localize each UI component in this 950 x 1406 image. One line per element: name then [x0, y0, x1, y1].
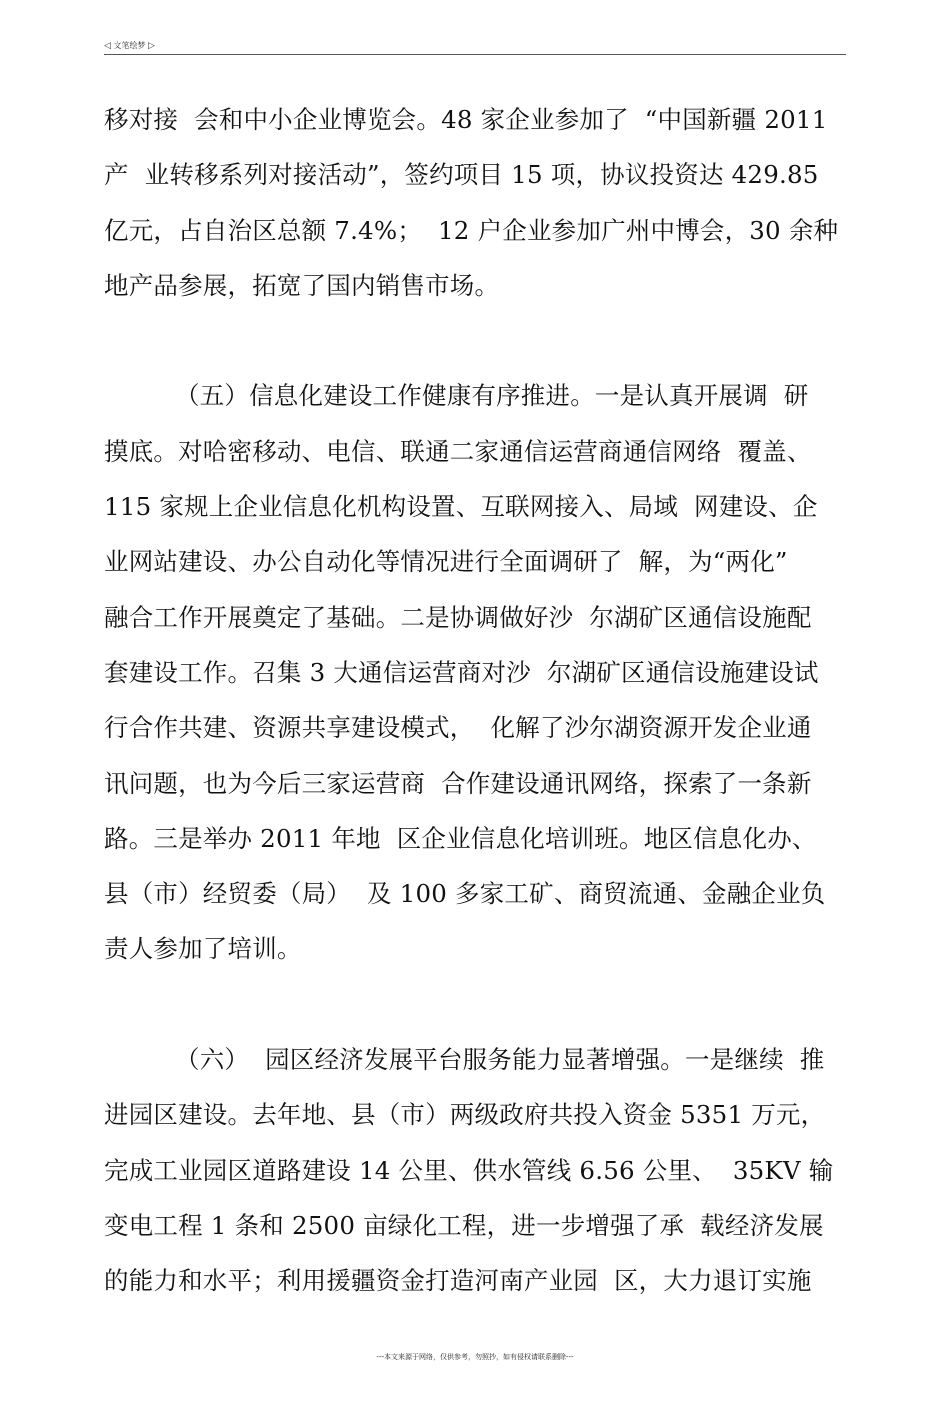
text-line: 产 业转移系列对接活动”，签约项目 15 项，协议投资达 429.85: [104, 160, 819, 190]
paragraph-informatization: [104, 368, 846, 976]
text-line-indented: （六） 园区经济发展平台服务能力显著增强。一是继续 推: [175, 1045, 825, 1075]
text-line: 亿元，占自治区总额 7.4%； 12 户企业参加广州中博会，30 余种: [104, 215, 839, 245]
page-footer: ---本文来源于网络，仅供参考，勿照抄，如有侵权请联系删除---: [376, 1353, 574, 1361]
text-line: 县（市）经贸委（局） 及 100 多家工矿、商贸流通、金融企业负: [104, 879, 826, 909]
text-line: 路。三是举办 2011 年地 区企业信息化培训班。地区信息化办、: [104, 823, 817, 853]
header-title: 文笔绘梦: [113, 41, 146, 50]
paragraph-gap: [104, 977, 846, 1032]
text-line: 行合作共建、资源共享建设模式， 化解了沙尔湖资源开发企业通: [104, 713, 812, 743]
text-line: 套建设工作。召集 3 大通信运营商对沙 尔湖矿区通信设施建设试: [104, 657, 819, 687]
text-line: 115 家规上企业信息化机构设置、互联网接入、局域 网建设、企: [104, 492, 818, 522]
text-line: 融合工作开展奠定了基础。二是协调做好沙 尔湖矿区通信设施配: [104, 602, 812, 632]
text-line: 地产品参展，拓宽了国内销售市场。: [104, 270, 500, 300]
text-line: 移对接 会和中小企业博览会。48 家企业参加了 “中国新疆 2011: [104, 105, 828, 134]
text-line: 讯问题，也为今后三家运营商 合作建设通讯网络，探索了一条新: [104, 768, 812, 798]
text-line: 的能力和水平；利用援疆资金打造河南产业园 区，大力退订实施: [104, 1266, 812, 1296]
text-line: 业网站建设、办公自动化等情况进行全面调研了 解，为“两化”: [104, 547, 788, 577]
text-line: 变电工程 1 条和 2500 亩绿化工程，进一步增强了承 载经济发展: [104, 1210, 824, 1240]
text-line: 完成工业园区道路建设 14 公里、供水管线 6.56 公里、 35KV 输: [104, 1155, 834, 1185]
text-line: 摸底。对哈密移动、电信、联通二家通信运营商通信网络 覆盖、: [104, 436, 812, 466]
right-triangle-icon: ▷: [148, 41, 155, 51]
document-body: [104, 92, 846, 1309]
left-triangle-icon: ◁: [104, 41, 111, 51]
text-line-indented: （五）信息化建设工作健康有序推进。一是认真开展调 研: [175, 381, 809, 411]
paragraph-gap: [104, 313, 846, 368]
page-header: [104, 40, 846, 55]
paragraph-industrial-park: [104, 1032, 846, 1308]
text-line: 责人参加了培训。: [104, 934, 302, 964]
text-line: 进园区建设。去年地、县（市）两级政府共投入资金 5351 万元，: [104, 1100, 826, 1130]
paragraph-trade-fair: [104, 92, 846, 313]
